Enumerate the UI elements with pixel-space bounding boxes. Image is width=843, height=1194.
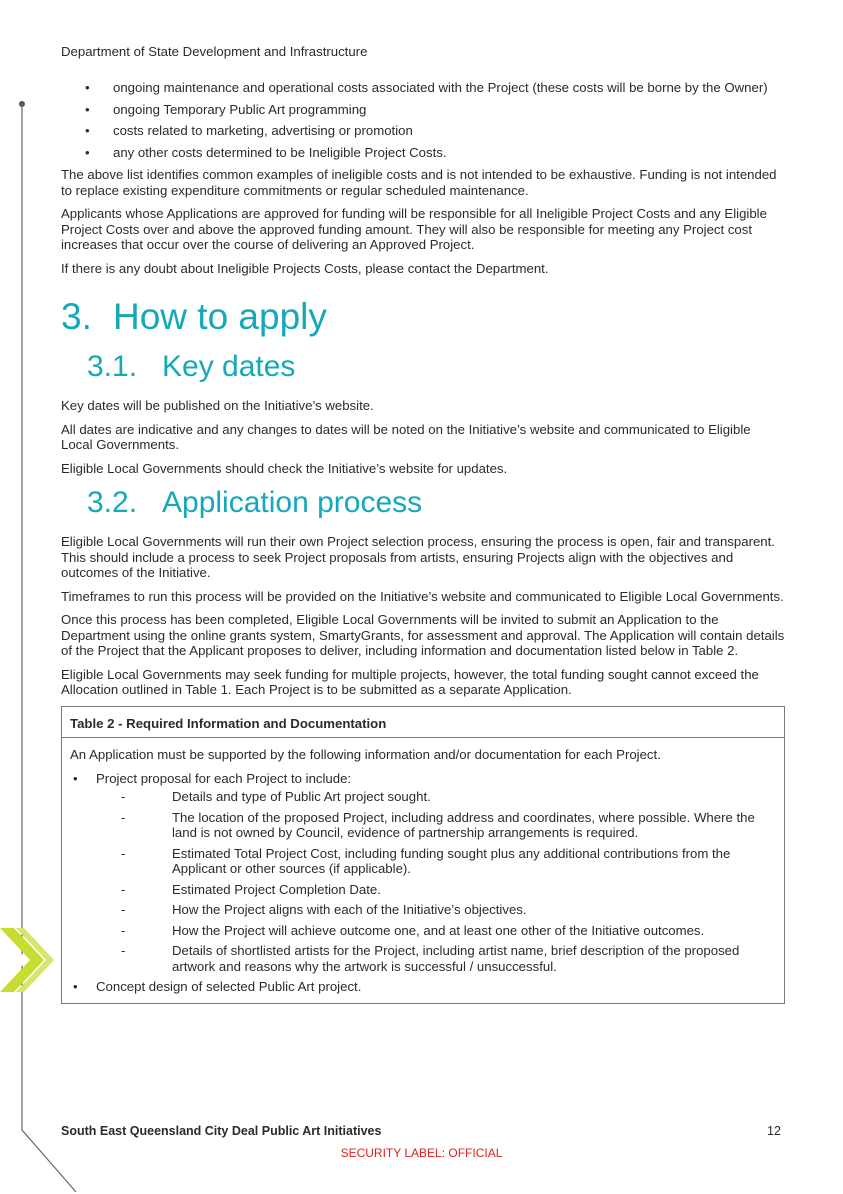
list-item: • Concept design of selected Public Art project. (70, 979, 776, 995)
paragraph: If there is any doubt about Ineligible Projects Costs, please contact the Department. (61, 260, 549, 276)
chevron-graphic-icon (0, 928, 60, 998)
sub-list-item: - How the Project will achieve outcome one, and at least one other of the Initiative outcomes. (96, 923, 776, 939)
sub-list-item: - The location of the proposed Project, including address and coordinates, where possible. Where the land is not owned by Council, evidence of partnership arrangements is required. (96, 810, 776, 841)
paragraph: Eligible Local Governments may seek funding for multiple projects, however, the total funding sought cannot exceed the Allocation outlined in Table 1. Each Project is to be submitted as a separate Application. (61, 666, 759, 697)
paragraph: Eligible Local Governments should check the Initiative’s website for updates. (61, 460, 508, 476)
security-label: SECURITY LABEL: OFFICIAL (340, 1146, 503, 1160)
paragraph: Once this process has been completed, Eligible Local Governments will be invited to submit an Application to the Department using the online grants system, SmartyGrants, for assessment and approval. The Application will contain details of the Project that the Applicant proposes to deliver, including information and documentation listed below in Table 2. (61, 612, 785, 658)
list-item: • ongoing maintenance and operational costs associated with the Project (these costs will be borne by the Owner) (61, 80, 785, 96)
paragraph: Timeframes to run this process will be provided on the Initiative’s website and communicated to Eligible Local Governments. (61, 588, 784, 604)
page-number: 12 (767, 1124, 781, 1138)
subsection-title: Key dates (162, 350, 296, 383)
list-item-label: Project proposal for each Project to include: (96, 770, 352, 786)
paragraph: Applicants whose Applications are approved for funding will be responsible for all Ineligible Project Costs and any Eligible Project Costs over and above the approved funding amount. They will also be responsible for meeting any Project cost increases that occur over the course of delivering an Approved Project. (61, 206, 767, 252)
sub-list-item: - How the Project aligns with each of the Initiative’s objectives. (96, 902, 776, 918)
sub-list-item: - Estimated Project Completion Date. (96, 882, 776, 898)
paragraph: All dates are indicative and any changes to dates will be noted on the Initiative’s website and communicated to Eligible Local Governments. (61, 421, 751, 452)
subsection-number: 3.2. (87, 486, 138, 519)
page-content (61, 80, 785, 1004)
paragraph: The above list identifies common examples of ineligible costs and is not intended to be exhaustive. Funding is not intended to replace existing expenditure commitments or regular scheduled maintenance. (61, 167, 777, 198)
section-heading-how-to-apply (61, 296, 785, 338)
subsection-heading-key-dates (87, 350, 785, 384)
paragraph: Eligible Local Governments will run their own Project selection process, ensuring the process is open, fair and transparent. This should include a process to seek Project proposals from artists, ensuring Projects align with the objectives and outcomes of the Initiative. (61, 534, 775, 580)
section-number: 3. (61, 296, 92, 337)
list-item (70, 771, 776, 975)
subsection-title: Application process (162, 486, 423, 519)
subsection-number: 3.1. (87, 350, 138, 383)
table-body (62, 738, 784, 1003)
table-title: Table 2 - Required Information and Documentation (62, 707, 784, 739)
ineligible-costs-list (61, 80, 785, 160)
footer-title: South East Queensland City Deal Public Art Initiatives (61, 1124, 382, 1138)
paragraph: Key dates will be published on the Initiative’s website. (61, 398, 374, 413)
sub-item-list (96, 789, 776, 974)
list-item: • costs related to marketing, advertising or promotion (61, 123, 785, 139)
table-required-information (61, 706, 785, 1004)
sub-list-item: - Details of shortlisted artists for the Project, including artist name, brief description of the proposed artwork and reasons why the artwork is successful / unsuccessful. (96, 943, 776, 974)
list-item: • ongoing Temporary Public Art programming (61, 102, 785, 118)
sub-list-item: - Details and type of Public Art project sought. (96, 789, 776, 805)
table-intro: An Application must be supported by the following information and/or documentation for each Project. (70, 747, 661, 762)
table-bullet-list (70, 771, 776, 995)
subsection-heading-application-process (87, 486, 785, 520)
section-title: How to apply (113, 296, 327, 337)
list-item: • any other costs determined to be Ineligible Project Costs. (61, 145, 785, 161)
sub-list-item: - Estimated Total Project Cost, including funding sought plus any additional contributions from the Applicant or other sources (if applicable). (96, 846, 776, 877)
header-department: Department of State Development and Infrastructure (61, 44, 368, 59)
